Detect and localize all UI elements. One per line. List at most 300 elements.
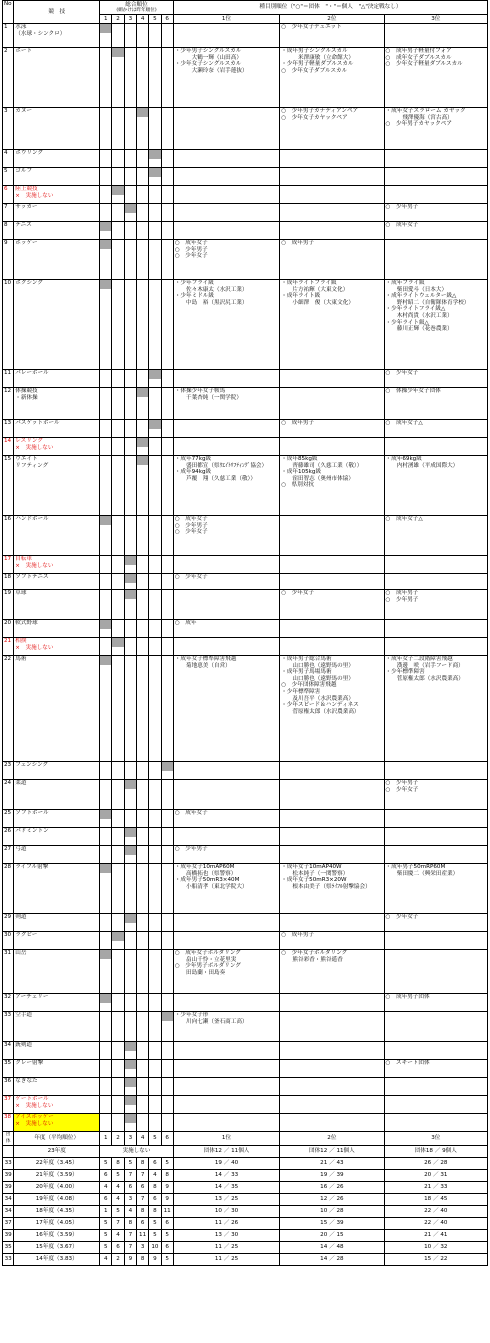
row-number: 18 xyxy=(3,574,14,590)
row-number: 37 xyxy=(3,1096,14,1114)
sport-name xyxy=(14,994,100,1012)
row-number: 38 xyxy=(3,1114,14,1132)
rank-cell-2 xyxy=(112,810,124,828)
rank-cell-4 xyxy=(136,846,148,864)
sport-row xyxy=(3,150,488,168)
row-number: 17 xyxy=(3,556,14,574)
sport-row xyxy=(3,168,488,186)
place-2-cell xyxy=(280,950,384,994)
rank-cell-2 xyxy=(112,762,124,780)
result-line: ・成年105kg級 xyxy=(281,469,322,476)
place-3-cell xyxy=(384,1042,487,1060)
rank-cell-3 xyxy=(124,846,136,864)
previous-year-rank-shade xyxy=(149,370,160,379)
rank-cell-3 xyxy=(124,1060,136,1078)
place-2-cell xyxy=(280,780,384,810)
result-line: ・成年男子総合馬術 xyxy=(281,656,332,662)
sport-name xyxy=(14,516,100,556)
result-line: ・少年ライトフライ級△ xyxy=(385,306,446,313)
result-line: ○ 少年男子 xyxy=(385,596,419,603)
row-number: 12 xyxy=(3,388,14,420)
sport-name-line: サッカー xyxy=(15,204,38,210)
history-label: 34 xyxy=(3,1206,14,1218)
summary-rank-1: 1 xyxy=(100,1132,112,1146)
place-3-cell xyxy=(384,420,487,438)
rank-cell-4 xyxy=(136,204,148,222)
history-place-1: 14 ／ 33 xyxy=(173,1170,279,1182)
result-line: 中島 裕（黒沢尻工業） xyxy=(174,299,248,306)
place-3-cell xyxy=(384,204,487,222)
rank-cell-3 xyxy=(124,1078,136,1096)
rank-cell-5 xyxy=(149,420,161,438)
place-3-cell xyxy=(384,1012,487,1042)
row-number: 20 xyxy=(3,620,14,638)
history-place-1: 11 ／ 25 xyxy=(173,1254,279,1266)
result-line: ・少年スピード＆ハンディネス xyxy=(281,702,359,709)
rank-cell-2 xyxy=(112,1096,124,1114)
result-line: ・成年男子50mRP60M xyxy=(385,864,446,870)
rank-cell-5 xyxy=(149,186,161,204)
place-3-cell xyxy=(384,846,487,864)
place-3-cell xyxy=(384,240,487,280)
rank-cell-3 xyxy=(124,24,136,48)
result-line: ・成年女子10mAP40W xyxy=(281,864,342,870)
sport-name-line: × 実施しない xyxy=(15,644,54,651)
history-label: 33 xyxy=(3,1254,14,1266)
place-3-cell xyxy=(384,810,487,828)
rank-cell-6 xyxy=(161,438,173,456)
result-line: ・少年男子シングルスカル xyxy=(174,48,242,54)
history-rank-6: 6 xyxy=(161,1218,173,1230)
place-1-cell xyxy=(173,280,279,370)
sport-name xyxy=(14,810,100,828)
rank-cell-6 xyxy=(161,1012,173,1042)
history-rank-3: 6 xyxy=(124,1182,136,1194)
result-line: 山口勝也（遠野馬の里） xyxy=(281,662,354,669)
previous-year-rank-shade xyxy=(112,638,123,647)
result-line: ・成年男子シングルスカル xyxy=(281,48,348,54)
history-rank-6: 5 xyxy=(161,1230,173,1242)
place-3-cell xyxy=(384,864,487,914)
previous-year-rank-shade xyxy=(162,762,173,771)
sport-name-line: テニス xyxy=(15,222,32,228)
place-1-cell xyxy=(173,370,279,388)
rank-cell-1 xyxy=(100,864,112,914)
history-year: 19年度（4.08） xyxy=(14,1194,100,1206)
history-rank-2: 4 xyxy=(112,1230,124,1242)
rank-cell-5 xyxy=(149,994,161,1012)
sport-row xyxy=(3,638,488,656)
history-place-3: 20 ／ 31 xyxy=(384,1170,487,1182)
history-rank-3: 5 xyxy=(124,1158,136,1170)
rank-cell-2 xyxy=(112,280,124,370)
history-rank-6: 9 xyxy=(161,1182,173,1194)
row-number: 6 xyxy=(3,186,14,204)
sport-name xyxy=(14,1096,100,1114)
place-3-cell xyxy=(384,1060,487,1078)
history-rank-5: 6 xyxy=(149,1194,161,1206)
history-rank-2: 5 xyxy=(112,1170,124,1182)
history-rank-3: 8 xyxy=(124,1218,136,1230)
previous-year-rank-shade xyxy=(137,388,148,397)
history-place-3: 18 ／ 45 xyxy=(384,1194,487,1206)
result-line: ・少年標準障害 xyxy=(281,688,321,695)
previous-year-rank-shade xyxy=(125,574,136,583)
history-row xyxy=(3,1194,488,1206)
result-line: ○ 成年男子 xyxy=(281,240,315,246)
rank-cell-2 xyxy=(112,828,124,846)
rank-cell-3 xyxy=(124,48,136,108)
rank-cell-3 xyxy=(124,204,136,222)
result-line: ○ 成年男子 xyxy=(281,932,315,938)
rank-cell-6 xyxy=(161,932,173,950)
sport-name-line: 相撲 xyxy=(15,638,27,644)
header-positions: 種目別順位（"○"＝団体 "・"＝個人 "△"決定戦なし） xyxy=(173,1,487,15)
summary-current-rank: 実施しない xyxy=(100,1146,174,1158)
sport-name-line: 柔道 xyxy=(15,780,27,786)
result-line: 及川吾平（水沢農業高） xyxy=(281,695,354,702)
sport-name-line: 銃剣道 xyxy=(15,1042,33,1048)
rank-cell-5 xyxy=(149,280,161,370)
place-2-cell xyxy=(280,24,384,48)
history-rank-3: 4 xyxy=(124,1206,136,1218)
sport-name-line: クレー射撃 xyxy=(15,1060,44,1066)
rank-cell-1 xyxy=(100,1042,112,1060)
result-line: ○ 成年男子団体 xyxy=(385,994,430,1000)
rank-cell-1 xyxy=(100,828,112,846)
history-place-3: 22 ／ 40 xyxy=(384,1206,487,1218)
rank-cell-6 xyxy=(161,656,173,762)
history-place-1: 11 ／ 25 xyxy=(173,1242,279,1254)
history-label: 33 xyxy=(3,1158,14,1170)
rank-cell-2 xyxy=(112,1012,124,1042)
result-line: 田島蘭・田島奏 xyxy=(174,969,226,976)
rank-cell-1 xyxy=(100,168,112,186)
place-2-cell xyxy=(280,150,384,168)
sport-name xyxy=(14,1012,100,1042)
history-rank-2: 6 xyxy=(112,1242,124,1254)
row-number: 8 xyxy=(3,222,14,240)
previous-year-rank-shade xyxy=(125,204,136,213)
history-rank-6: 6 xyxy=(161,1242,173,1254)
sport-name xyxy=(14,204,100,222)
previous-year-rank-shade xyxy=(100,656,111,665)
rank-cell-2 xyxy=(112,846,124,864)
history-row xyxy=(3,1158,488,1170)
result-line: ・少年女子形 xyxy=(174,1012,209,1018)
place-1-cell xyxy=(173,108,279,150)
rank-cell-3 xyxy=(124,1042,136,1060)
rank-cell-2 xyxy=(112,864,124,914)
rank-cell-3 xyxy=(124,420,136,438)
sport-name xyxy=(14,438,100,456)
history-year: 14年度（3.83） xyxy=(14,1254,100,1266)
header-place-3: 3位 xyxy=(384,15,487,24)
rank-cell-4 xyxy=(136,638,148,656)
rank-cell-2 xyxy=(112,48,124,108)
sport-name xyxy=(14,370,100,388)
row-number: 1 xyxy=(3,24,14,48)
place-2-cell xyxy=(280,516,384,556)
sport-row xyxy=(3,914,488,932)
result-line: 木村尚貴（水沢工業） xyxy=(385,312,453,319)
rank-cell-4 xyxy=(136,168,148,186)
result-line: 川向七瀬（釜石商工高） xyxy=(174,1018,248,1025)
rank-cell-4 xyxy=(136,1060,148,1078)
rank-cell-3 xyxy=(124,780,136,810)
history-place-3: 21 ／ 41 xyxy=(384,1230,487,1242)
sport-name xyxy=(14,150,100,168)
place-1-cell xyxy=(173,388,279,420)
rank-cell-1 xyxy=(100,516,112,556)
history-place-2: 20 ／ 15 xyxy=(280,1230,384,1242)
history-place-2: 14 ／ 48 xyxy=(280,1242,384,1254)
rank-cell-2 xyxy=(112,438,124,456)
sport-name xyxy=(14,950,100,994)
result-line: 佐々木康太（水沢工業） xyxy=(174,286,248,293)
sport-row xyxy=(3,240,488,280)
sport-name-line: （水球・シンクロ） xyxy=(15,30,66,37)
rank-cell-5 xyxy=(149,48,161,108)
sport-row xyxy=(3,456,488,516)
row-number: 29 xyxy=(3,914,14,932)
rank-cell-4 xyxy=(136,574,148,590)
rank-cell-4 xyxy=(136,456,148,516)
result-line: ○ 少年男子 xyxy=(385,780,419,786)
result-line: ○ 成年女子ボルダリング xyxy=(174,950,241,956)
history-rank-4: 11 xyxy=(136,1230,148,1242)
history-place-2: 15 ／ 39 xyxy=(280,1218,384,1230)
summary-rank-5: 5 xyxy=(149,1132,161,1146)
history-rank-2: 5 xyxy=(112,1206,124,1218)
rank-cell-5 xyxy=(149,1042,161,1060)
rank-cell-6 xyxy=(161,1078,173,1096)
result-line: ○ 少年男子カヤックペア xyxy=(385,121,452,128)
row-number: 11 xyxy=(3,370,14,388)
place-2-cell xyxy=(280,1042,384,1060)
result-line: ○ 成年男子 xyxy=(281,420,315,426)
rank-cell-5 xyxy=(149,556,161,574)
result-line: ○ 成年男子軽量付フォア xyxy=(385,48,452,54)
place-2-cell xyxy=(280,556,384,574)
result-line: 小細澤 俊（大東文化） xyxy=(281,299,354,306)
sport-name-line: 弓道 xyxy=(15,846,27,852)
place-1-cell xyxy=(173,1096,279,1114)
history-rank-3: 3 xyxy=(124,1194,136,1206)
result-line: 畠山千怜・立花里実 xyxy=(174,956,237,963)
place-1-cell xyxy=(173,638,279,656)
sport-name-line: ゴルフ xyxy=(15,168,33,174)
history-rank-5: 5 xyxy=(149,1218,161,1230)
rank-cell-5 xyxy=(149,24,161,48)
sport-name-line: フェンシング xyxy=(15,762,49,768)
place-1-cell xyxy=(173,438,279,456)
row-number: 31 xyxy=(3,950,14,994)
rank-cell-6 xyxy=(161,186,173,204)
history-place-1: 11 ／ 26 xyxy=(173,1218,279,1230)
sport-name xyxy=(14,1042,100,1060)
row-number: 25 xyxy=(3,810,14,828)
sport-row xyxy=(3,1096,488,1114)
sport-row xyxy=(3,222,488,240)
header-overall-rank xyxy=(100,1,174,15)
sport-row xyxy=(3,620,488,638)
place-1-cell xyxy=(173,780,279,810)
place-3-cell xyxy=(384,150,487,168)
rank-cell-3 xyxy=(124,762,136,780)
rank-cell-2 xyxy=(112,1114,124,1132)
history-place-1: 14 ／ 35 xyxy=(173,1182,279,1194)
rank-cell-5 xyxy=(149,846,161,864)
rank-cell-6 xyxy=(161,204,173,222)
summary-rank-3: 3 xyxy=(124,1132,136,1146)
rank-cell-3 xyxy=(124,864,136,914)
row-number: 34 xyxy=(3,1042,14,1060)
sport-name xyxy=(14,638,100,656)
place-2-cell xyxy=(280,574,384,590)
rank-cell-1 xyxy=(100,1078,112,1096)
rank-cell-6 xyxy=(161,994,173,1012)
result-line: ・成年男子馬場馬術 xyxy=(281,669,332,676)
history-rank-4: 6 xyxy=(136,1182,148,1194)
place-1-cell xyxy=(173,48,279,108)
result-line: ・成年男子50mR3×40M xyxy=(174,877,240,884)
summary-current-p3: 団体18 ／ 9個人 xyxy=(384,1146,487,1158)
history-rank-2: 4 xyxy=(112,1182,124,1194)
rank-cell-1 xyxy=(100,932,112,950)
summary-year-header: 年度（平均順位） xyxy=(14,1132,100,1146)
rank-cell-3 xyxy=(124,556,136,574)
previous-year-rank-shade xyxy=(125,1096,136,1105)
rank-cell-4 xyxy=(136,620,148,638)
history-rank-6: 11 xyxy=(161,1206,173,1218)
rank-cell-6 xyxy=(161,222,173,240)
result-line: ○ 体操少年女子団体 xyxy=(385,388,441,394)
row-number: 14 xyxy=(3,438,14,456)
result-line: ○ 少年女子 xyxy=(385,370,419,376)
sport-name-line: ハンドボール xyxy=(15,516,49,522)
previous-year-rank-shade xyxy=(125,1114,136,1123)
summary-current-label xyxy=(3,1146,14,1158)
history-rank-5: 8 xyxy=(149,1206,161,1218)
rank-cell-3 xyxy=(124,828,136,846)
rank-cell-6 xyxy=(161,914,173,932)
row-number: 15 xyxy=(3,456,14,516)
sport-name-line: ・新体操 xyxy=(15,394,38,401)
history-place-3: 26 ／ 28 xyxy=(384,1158,487,1170)
summary-rank-6: 6 xyxy=(161,1132,173,1146)
sport-row xyxy=(3,204,488,222)
rank-cell-3 xyxy=(124,656,136,762)
rank-cell-5 xyxy=(149,780,161,810)
rank-cell-4 xyxy=(136,810,148,828)
result-line: ○ 成年女子 xyxy=(385,222,419,228)
row-number: 3 xyxy=(3,108,14,150)
sport-row xyxy=(3,24,488,48)
place-1-cell xyxy=(173,932,279,950)
summary-rank-2: 2 xyxy=(112,1132,124,1146)
history-place-3: 15 ／ 22 xyxy=(384,1254,487,1266)
result-line: 大鶴一輝（山田高） xyxy=(174,54,242,61)
sport-row xyxy=(3,186,488,204)
header-no: No xyxy=(3,1,14,24)
sport-name xyxy=(14,762,100,780)
history-label: 39 xyxy=(3,1170,14,1182)
row-number: 4 xyxy=(3,150,14,168)
result-line: 菅原権太郎（水沢農業高） xyxy=(385,675,464,682)
place-3-cell xyxy=(384,48,487,108)
rank-cell-4 xyxy=(136,1096,148,1114)
rank-cell-1 xyxy=(100,846,112,864)
result-line: ○ 少年団体障害飛越 xyxy=(281,682,337,689)
result-line: ○ 成年女子△ xyxy=(385,516,423,522)
history-place-2: 16 ／ 26 xyxy=(280,1182,384,1194)
rank-cell-5 xyxy=(149,222,161,240)
place-1-cell xyxy=(173,240,279,280)
summary-current-year: 23年度 xyxy=(14,1146,100,1158)
rank-cell-2 xyxy=(112,638,124,656)
place-1-cell xyxy=(173,810,279,828)
history-row xyxy=(3,1170,488,1182)
history-place-2: 19 ／ 39 xyxy=(280,1170,384,1182)
sport-name-line: 軟式野球 xyxy=(15,620,38,626)
header-place-1: 1位 xyxy=(173,15,279,24)
rank-cell-1 xyxy=(100,994,112,1012)
sport-name xyxy=(14,222,100,240)
rank-cell-4 xyxy=(136,438,148,456)
sport-name-line: ライフル射撃 xyxy=(15,864,49,870)
results-table xyxy=(2,0,488,1266)
history-rank-5: 6 xyxy=(149,1158,161,1170)
rank-cell-3 xyxy=(124,108,136,150)
result-line: ○ 少年男子 xyxy=(174,246,208,253)
place-2-cell xyxy=(280,1114,384,1132)
rank-cell-5 xyxy=(149,516,161,556)
result-line: 根本由美子（県ﾗｲﾌﾙ射撃協会） xyxy=(281,883,371,890)
rank-cell-6 xyxy=(161,828,173,846)
rank-cell-5 xyxy=(149,438,161,456)
result-line: ○ 成年男子 xyxy=(385,590,419,596)
row-number: 7 xyxy=(3,204,14,222)
result-line: ・少年標準障害 xyxy=(385,669,425,676)
rank-cell-1 xyxy=(100,438,112,456)
row-number: 36 xyxy=(3,1078,14,1096)
result-line: 野村昭二（自衛隊体育学校） xyxy=(385,299,470,306)
history-rank-6: 8 xyxy=(161,1170,173,1182)
result-line: ○ 少年男子ボルダリング xyxy=(174,963,241,970)
history-rank-2: 8 xyxy=(112,1158,124,1170)
sport-name xyxy=(14,168,100,186)
summary-current-p1: 団体12 ／ 11個人 xyxy=(173,1146,279,1158)
row-number: 26 xyxy=(3,828,14,846)
result-line: 千葉杏純（一関学院） xyxy=(174,394,242,401)
rank-cell-4 xyxy=(136,1042,148,1060)
history-place-1: 13 ／ 30 xyxy=(173,1230,279,1242)
history-rank-3: 9 xyxy=(124,1254,136,1266)
place-3-cell xyxy=(384,370,487,388)
header-rank-6: 6 xyxy=(161,15,173,24)
rank-cell-1 xyxy=(100,280,112,370)
history-rank-6: 5 xyxy=(161,1254,173,1266)
history-rank-2: 2 xyxy=(112,1254,124,1266)
place-2-cell xyxy=(280,438,384,456)
summary-place-2: 2位 xyxy=(280,1132,384,1146)
result-line: 柴田愛斗（日本大） xyxy=(385,286,448,293)
history-place-2: 12 ／ 26 xyxy=(280,1194,384,1206)
sport-row xyxy=(3,48,488,108)
history-rank-1: 5 xyxy=(100,1218,112,1230)
previous-year-rank-shade xyxy=(100,280,111,289)
